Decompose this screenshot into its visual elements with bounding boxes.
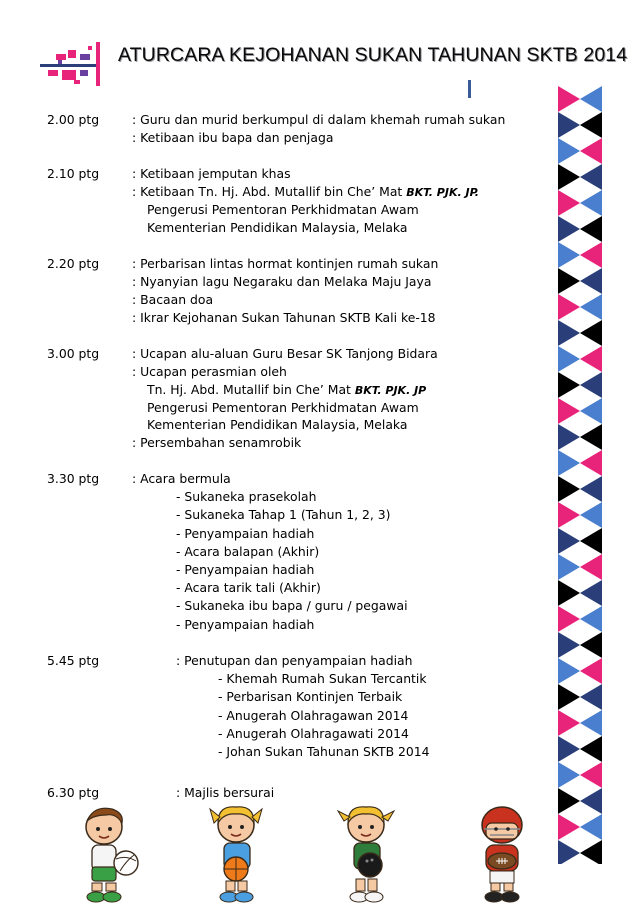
border-triangle [580,294,602,320]
border-triangle [558,294,580,320]
time-label: 3.00 ptg [47,346,100,361]
border-triangle [580,762,602,788]
border-triangle [558,684,580,710]
border-triangle [580,216,602,242]
border-triangle [580,112,602,138]
border-triangle [558,710,580,736]
border-triangle [580,606,602,632]
volleyball-kid-icon [86,808,138,902]
schedule-item: : Majlis bersurai [176,785,275,800]
schedule-item: : Ketibaan ibu bapa dan penjaga [132,130,334,145]
schedule-subitem: - Acara tarik tali (Akhir) [176,580,321,595]
border-triangle [558,190,580,216]
schedule-subitem: - Sukaneka ibu bapa / guru / pegawai [176,598,408,613]
border-triangle [580,736,602,762]
schedule-item [132,185,479,200]
guest-name: Tn. Hj. Abd. Mutallif bin Che’ Mat [147,382,351,397]
border-triangle [558,398,580,424]
border-triangle [558,658,580,684]
schedule-subitem: - Sukaneka Tahap 1 (Tahun 1, 2, 3) [176,507,391,522]
schedule-item: : Perbarisan lintas hormat kontinjen rumah sukan [132,256,439,271]
border-triangle [580,710,602,736]
border-triangle [558,216,580,242]
border-triangle [558,736,580,762]
time-label: 3.30 ptg [47,471,100,486]
schedule-item: : Ucapan perasmian oleh [132,364,287,379]
schedule-item: : Nyanyian lagu Negaraku dan Melaka Maju Jaya [132,274,432,289]
schedule-subitem: - Anugerah Olahragawati 2014 [218,726,409,741]
border-triangle [580,684,602,710]
page-title: ATURCARA KEJOHANAN SUKAN TAHUNAN SKTB 2014 [118,44,628,66]
border-triangle [580,320,602,346]
border-triangle [580,164,602,190]
border-triangle [558,86,580,112]
schedule-item: : Ucapan alu-aluan Guru Besar SK Tanjong Bidara [132,346,438,361]
border-triangle [558,164,580,190]
time-label: 5.45 ptg [47,653,100,668]
border-triangle [580,86,602,112]
bowling-kid-icon [338,807,394,902]
border-triangle [558,554,580,580]
border-triangle [558,372,580,398]
schedule-item: : Penutupan dan penyampaian hadiah [176,653,413,668]
border-triangle [558,840,580,864]
schedule-item: : Ikrar Kejohanan Sukan Tahunan SKTB Kali ke-18 [132,310,436,325]
border-triangle [580,450,602,476]
schedule-item: Pengerusi Pementoran Perkhidmatan Awam [147,202,419,217]
triangle-border-icon [558,86,602,864]
border-triangle [580,814,602,840]
border-triangle [558,112,580,138]
sports-kids-illustration [60,805,560,905]
schedule-item: : Bacaan doa [132,292,214,307]
border-triangle [580,398,602,424]
schedule-item: Kementerian Pendidikan Malaysia, Melaka [147,220,408,235]
border-triangle [558,424,580,450]
schedule-subitem: - Johan Sukan Tahunan SKTB 2014 [218,744,430,759]
border-triangle [580,138,602,164]
schedule-subitem: - Penyampaian hadiah [176,526,315,541]
border-triangle [580,554,602,580]
border-triangle [558,346,580,372]
football-kid-icon [482,807,522,902]
border-triangle [558,476,580,502]
border-triangle [580,632,602,658]
border-triangle [580,502,602,528]
schedule-subitem: - Acara balapan (Akhir) [176,544,320,559]
border-triangle [558,580,580,606]
border-triangle [580,840,602,864]
time-label: 2.20 ptg [47,256,100,271]
time-label: 6.30 ptg [47,785,100,800]
honorific: BKT. PJK. JP [354,384,427,397]
schedule-subitem: - Khemah Rumah Sukan Tercantik [218,671,427,686]
border-triangle [580,528,602,554]
schedule-item: : Persembahan senamrobik [132,435,302,450]
guest-name: : Ketibaan Tn. Hj. Abd. Mutallif bin Che’ Mat [132,184,403,199]
schedule-subitem: - Sukaneka prasekolah [176,489,317,504]
border-triangle [558,138,580,164]
schedule-item: Kementerian Pendidikan Malaysia, Melaka [147,417,408,432]
border-triangle [558,268,580,294]
border-triangle [580,788,602,814]
border-triangle [558,632,580,658]
schedule-item: : Acara bermula [132,471,231,486]
schedule-item: : Guru dan murid berkumpul di dalam khemah rumah sukan [132,112,506,127]
time-label: 2.10 ptg [47,166,100,181]
border-triangle [558,814,580,840]
honorific: BKT. PJK. JP. [406,186,479,199]
schedule-subitem: - Penyampaian hadiah [176,617,315,632]
border-triangle [558,606,580,632]
border-triangle [580,476,602,502]
border-triangle [558,502,580,528]
border-triangle [558,788,580,814]
border-triangle [580,190,602,216]
border-triangle [580,580,602,606]
border-triangle [558,528,580,554]
schedule-item: Pengerusi Pementoran Perkhidmatan Awam [147,400,419,415]
border-triangle [580,658,602,684]
border-triangle [558,762,580,788]
schedule-item: : Ketibaan jemputan khas [132,166,291,181]
schedule-item [147,383,426,398]
border-triangle [580,372,602,398]
border-triangle [580,268,602,294]
border-triangle [558,320,580,346]
schedule-subitem: - Anugerah Olahragawan 2014 [218,708,409,723]
border-triangle [580,424,602,450]
basketball-kid-icon [210,807,262,902]
time-label: 2.00 ptg [47,112,100,127]
border-triangle [558,242,580,268]
border-triangle [580,346,602,372]
schedule-subitem: - Perbarisan Kontinjen Terbaik [218,689,403,704]
border-triangle [580,242,602,268]
border-triangle [558,450,580,476]
schedule-subitem: - Penyampaian hadiah [176,562,315,577]
